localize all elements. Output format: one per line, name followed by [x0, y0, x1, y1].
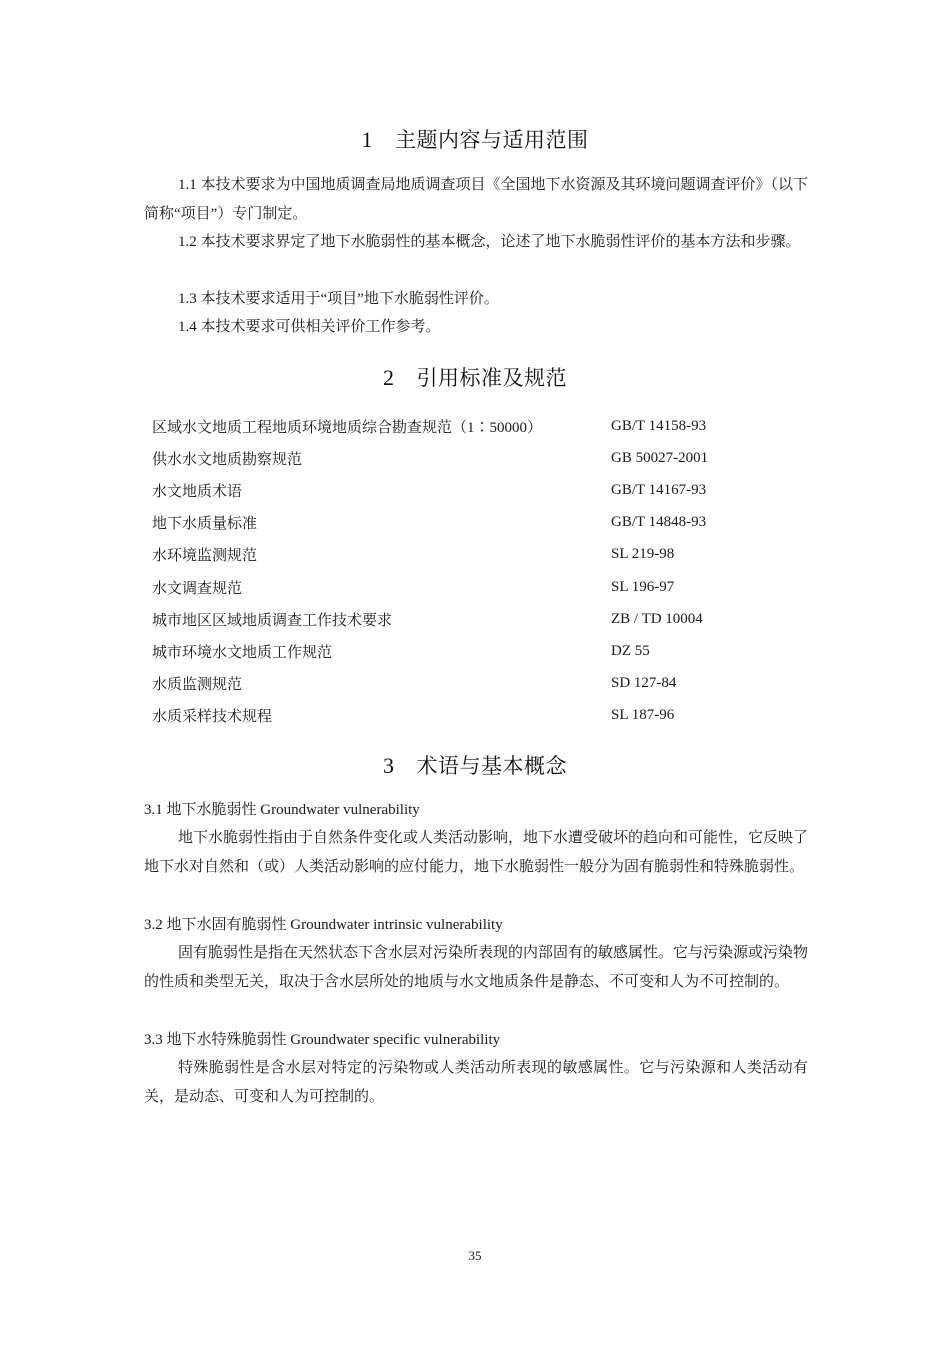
- section-heading: 主题内容与适用范围: [395, 128, 589, 152]
- reference-row: [152, 410, 792, 442]
- paragraph-1-3: 1.3 本技术要求适用于“项目”地下水脆弱性评价。: [178, 291, 499, 307]
- reference-code: SL 219-98: [611, 546, 675, 563]
- reference-name: 地下水质量标准: [152, 516, 258, 533]
- reference-row: [152, 700, 792, 732]
- section-1-title: [0, 124, 950, 154]
- paragraph-1-1: 1.1 本技术要求为中国地质调查局地质调查项目《全国地下水资源及其环境问题调查评价》（以下简称“项目”）专门制定。: [144, 177, 809, 222]
- section-heading: 引用标准及规范: [416, 366, 567, 390]
- reference-row: [152, 571, 792, 603]
- section-heading: 术语与基本概念: [416, 754, 567, 778]
- reference-name: 城市地区区域地质调查工作技术要求: [152, 612, 393, 629]
- term-3-2-heading: 3.2 地下水固有脆弱性 Groundwater intrinsic vulnerability: [144, 917, 503, 933]
- paragraph-1-4: 1.4 本技术要求可供相关评价工作参考。: [178, 319, 441, 335]
- reference-code: GB/T 14848-93: [611, 514, 707, 531]
- reference-name: 水质采样技术规程: [152, 709, 273, 726]
- reference-code: ZB / TD 10004: [611, 610, 703, 627]
- reference-code: GB 50027-2001: [611, 449, 709, 466]
- reference-row: [152, 507, 792, 539]
- reference-row: [152, 442, 792, 474]
- reference-name: 水文调查规范: [152, 580, 243, 597]
- reference-code: SL 187-96: [611, 707, 675, 724]
- reference-row: [152, 603, 792, 635]
- reference-code: DZ 55: [611, 642, 650, 659]
- reference-code: SD 127-84: [611, 675, 677, 692]
- section-number: 3: [383, 753, 395, 778]
- section-2-title: [0, 362, 950, 392]
- term-3-1-heading: 3.1 地下水脆弱性 Groundwater vulnerability: [144, 802, 420, 818]
- reference-name: 水质监测规范: [152, 677, 243, 694]
- term-3-3-body: 特殊脆弱性是含水层对特定的污染物或人类活动所表现的敏感属性。它与污染源和人类活动有关，是动态、可变和人为可控制的。: [144, 1060, 808, 1105]
- reference-name: 城市环境水文地质工作规范: [152, 644, 333, 661]
- paragraph-1-2: 1.2 本技术要求界定了地下水脆弱性的基本概念，论述了地下水脆弱性评价的基本方法和步骤。: [178, 234, 801, 250]
- term-3-3-heading: 3.3 地下水特殊脆弱性 Groundwater specific vulnerability: [144, 1032, 501, 1048]
- term-3-2-body: 固有脆弱性是指在天然状态下含水层对污染所表现的内部固有的敏感属性。它与污染源或污染物的性质和类型无关，取决于含水层所处的地质与水文地质条件是静态、不可变和人为不可控制的。: [144, 945, 809, 990]
- section-number: 2: [383, 365, 395, 390]
- reference-code: GB/T 14158-93: [611, 417, 707, 434]
- reference-row: [152, 474, 792, 506]
- section-3-title: [0, 750, 950, 780]
- reference-name: 水环境监测规范: [152, 548, 258, 565]
- reference-name: 供水水文地质勘察规范: [152, 451, 303, 468]
- reference-name: 区域水文地质工程地质环境地质综合勘查规范（1∶50000）: [152, 419, 543, 436]
- reference-list: [152, 410, 792, 732]
- reference-row: [152, 635, 792, 667]
- reference-code: GB/T 14167-93: [611, 481, 707, 498]
- term-3-1-body: 地下水脆弱性指由于自然条件变化或人类活动影响，地下水遭受破坏的趋向和可能性，它反映了地下水对自然和（或）人类活动影响的应付能力，地下水脆弱性一般分为固有脆弱性和特殊脆弱性。: [144, 830, 809, 875]
- section-number: 1: [361, 127, 373, 152]
- page-number: 35: [468, 1248, 482, 1263]
- reference-row: [152, 668, 792, 700]
- reference-row: [152, 539, 792, 571]
- reference-code: SL 196-97: [611, 578, 675, 595]
- reference-name: 水文地质术语: [152, 483, 243, 500]
